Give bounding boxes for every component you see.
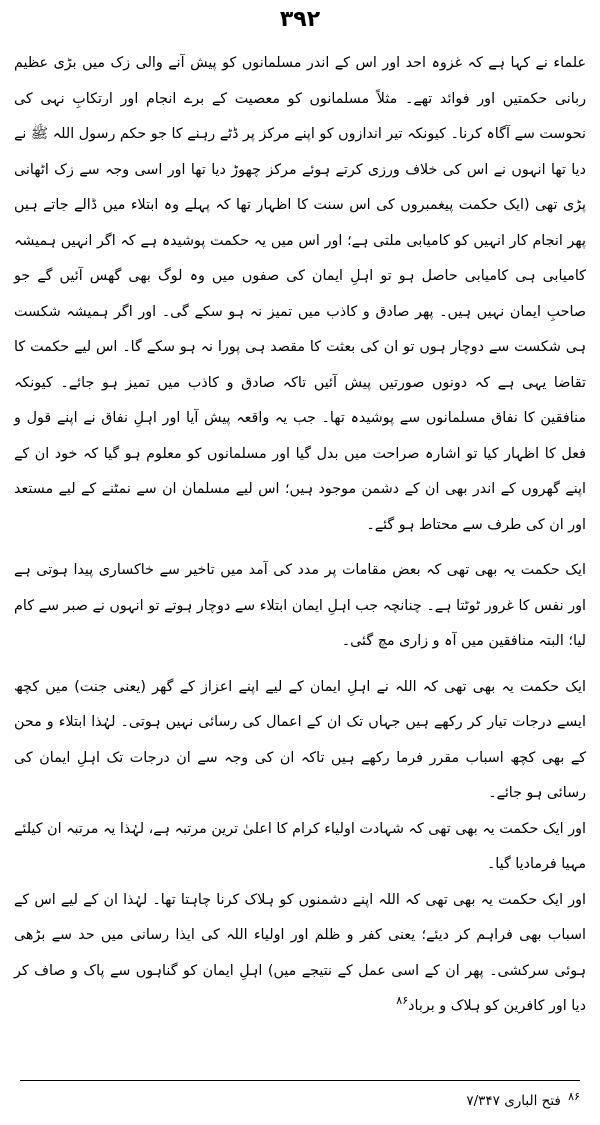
- body-text: [14, 46, 586, 1025]
- footnote-marker: ۸۶: [568, 1089, 580, 1103]
- paragraph-1: علماء نے کہا ہے کہ غزوہ احد اور اس کے اندر مسلمانوں کو پیش آنے والی زک میں بڑی عظیم ربانی حکمتیں اور فوائد تھے۔ مثلاً مسلمانوں کو معصیت کے برے انجام اور ارتکابِ نہی کی نحوست سے آگاہ کرنا۔ کیونکہ تیر اندازوں کو اپنے مرکز پر ڈٹے رہنے کا جو حکم رسول اللہ ﷺ نے دیا تھا انہوں نے اس کی خلاف ورزی کرتے ہوئے مرکز چھوڑ دیا تھا اور اسی وجہ سے زک اٹھانی پڑی تھی (ایک حکمت پیغمبروں کی اس سنت کا اظہار تھا کہ پہلے وہ ابتلاء میں ڈالے جاتے ہیں پھر انجام کار انہیں کو کامیابی ملتی ہے؛ اور اس میں یہ حکمت پوشیدہ ہے کہ اگر انہیں ہمیشہ کامیابی ہی کامیابی حاصل ہو تو اہلِ ایمان کی صفوں میں وہ لوگ بھی گھس آئیں گے جو صاحبِ ایمان نہیں ہیں۔ پھر صادق و کاذب میں تمیز نہ ہو سکے گی۔ اور اگر ہمیشہ شکست ہی شکست سے دوچار ہوں تو ان کی بعثت کا مقصد ہی پورا نہ ہو سکے گا۔ اس لیے حکمت کا تقاضا یہی ہے کہ دونوں صورتیں پیش آئیں تاکہ صادق و کاذب میں تمیز ہو جائے۔ کیونکہ منافقین کا نفاق مسلمانوں سے پوشیدہ تھا۔ جب یہ واقعہ پیش آیا اور اہلِ نفاق نے اپنے قول و فعل کا اظہار کیا تو اشارہ صراحت میں بدل گیا اور مسلمانوں کو معلوم ہو گیا کہ خود ان کے اپنے گھروں کے اندر بھی ان کے دشمن موجود ہیں؛ اس لیے مسلمان ان سے نمٹنے کے لیے مستعد اور ان کی طرف سے محتاط ہو گئے۔: [14, 55, 586, 533]
- paragraph-5: [14, 883, 586, 1025]
- footnote-divider: [20, 1080, 580, 1081]
- footnote-reference: ۸۶: [396, 994, 409, 1008]
- footnote-text: فتح الباری ۷/۳۴۷: [466, 1093, 561, 1109]
- paragraph-3: ایک حکمت یہ بھی تھی کہ اللہ نے اہلِ ایمان کے لیے اپنے اعزاز کے گھر (یعنی جنت) میں کچھ ایسے درجات تیار کر رکھے ہیں جہاں تک ان کے اعمال کی رسائی نہیں ہوتی۔ لہٰذا ابتلاء و محن کے بھی کچھ اسباب مقرر فرما رکھے ہیں تاکہ ان کی وجہ سے ان درجات تک اہلِ ایمان کی رسائی ہو جائے۔: [14, 678, 586, 801]
- paragraph-2: ایک حکمت یہ بھی تھی کہ بعض مقامات پر مدد کی آمد میں تاخیر سے خاکساری پیدا ہوتی ہے اور نفس کا غرور ٹوٹتا ہے۔ چنانچہ جب اہلِ ایمان ابتلاء سے دوچار ہوتے تو انہوں نے صبر سے کام لیا؛ البتہ منافقین میں آہ و زاری مچ گئی۔: [14, 562, 586, 649]
- page-number: ۳۹۲: [279, 7, 321, 32]
- footnote: [20, 1088, 580, 1114]
- paragraph-5-text: اور ایک حکمت یہ بھی تھی کہ اللہ اپنے دشمنوں کو ہلاک کرنا چاہتا تھا۔ لہٰذا ان کے لیے اس کے اسباب بھی فراہم کر دیئے؛ یعنی کفر و ظلم اور اولیاء اللہ کی ایذا رسانی میں حد سے بڑھی ہوئی سرکشی۔ پھر ان کے اسی عمل کے نتیجے میں) اہلِ ایمان کو گناہوں سے پاک و صاف کر دیا اور کافرین کو ہلاک و برباد: [14, 891, 586, 1014]
- paragraph-4: اور ایک حکمت یہ بھی تھی کہ شہادت اولیاء کرام کا اعلیٰ ترین مرتبہ ہے، لہٰذا یہ مرتبہ ان کیلئے مہیا فرمادیا گیا۔: [14, 820, 586, 872]
